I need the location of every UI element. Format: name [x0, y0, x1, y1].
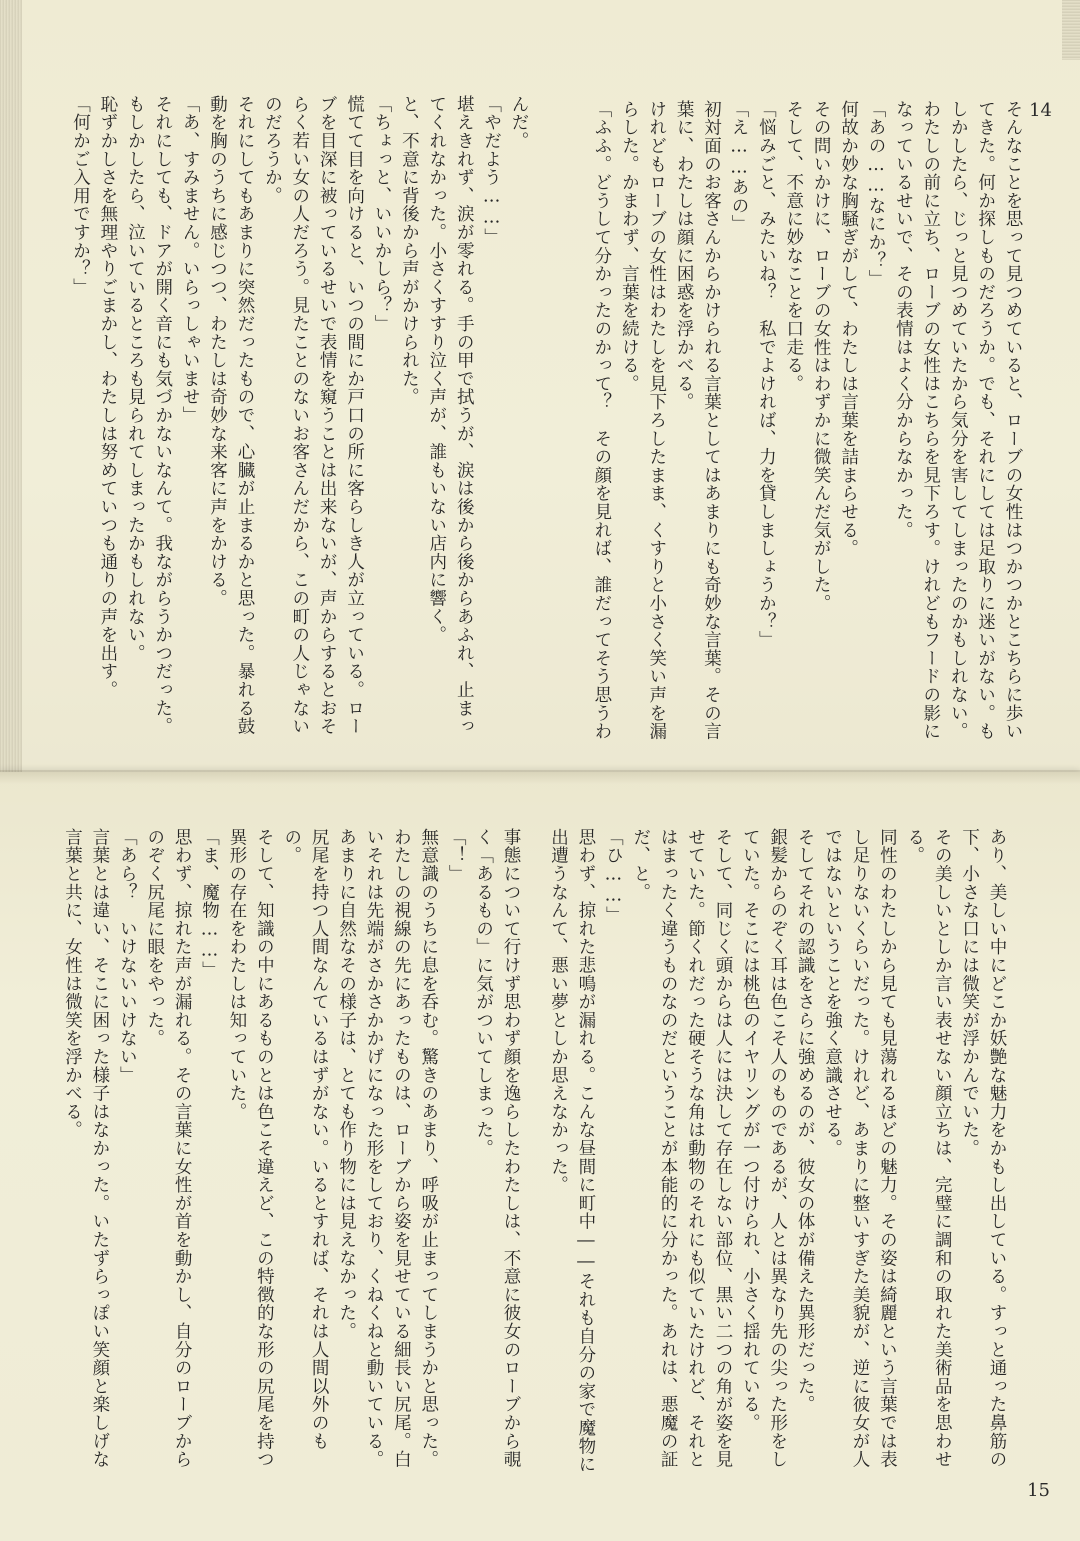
text-block-top-left: [70, 95, 532, 745]
text-block-top-right: [586, 100, 1026, 750]
page-number: 14: [1029, 100, 1052, 121]
page-number: 15: [1027, 1480, 1050, 1501]
page-15: [0, 772, 1080, 1541]
page-stack-edge-corner: [1062, 0, 1080, 60]
body-text: んだ。 「やだよう……」 堪えきれず、涙が零れる。手の甲で拭うが、涙は後から後からあふれ、止まってくれなかった。小さくすすり泣く声が、誰もいない店内に響く。 と、不意に背後から声がかけられた。 「ちょっと、いいかしら？」 慌てて目を向けると、いつの間にか戸口の所に客らしき人が立っている。ローブを目深に被っているせいで表情を窺うことは出来ないが、声からするとおそらく若い女の人だろう。見たことのないお客さんだから、この町の人じゃないのだろうか。 それにしてもあまりに突然だったもので、心臓が止まるかと思った。暴れる鼓動を胸のうちに感じつつ、わたしは奇妙な来客に声をかける。 「あ、すみません。いらっしゃいませ」 それにしても、ドアが開く音にも気づかないなんて。我ながらうかつだった。もしかしたら、泣いているところも見られてしまったかもしれない。 恥ずかしさを無理やりごまかし、わたしは努めていつも通りの声を出す。 「何かご入用ですか？」: [70, 95, 529, 736]
body-text: そんなことを思って見つめていると、ローブの女性はつかつかとこちらに歩いてきた。何か探しものだろうか。でも、それにしては足取りに迷いがない。もしかしたら、じっと見つめていたから気分を害してしまったのかもしれない。 わたしの前に立ち、ローブの女性はこちらを見下ろす。けれどもフードの影になっているせいで、その表情はよく分からなかった。 「あの……なにか？」 何故か妙な胸騒ぎがして、わたしは言葉を詰まらせる。 その問いかけに、ローブの女性はわずかに微笑んだ気がした。 そして、不意に妙なことを口走る。 「悩みごと、みたいね？ 私でよければ、力を貸しましょうか？」 「え……あの」 初対面のお客さんからかけられる言葉としてはあまりにも奇妙な言葉。その言葉に、わたしは顔に困惑を浮かべる。 けれどもローブの女性はわたしを見下ろしたまま、くすりと小さく笑い声を漏らした。かまわず、言葉を続ける。 「ふふ。どうして分かったのかって？ その顔を見れば、誰だってそう思うわ: [591, 100, 1023, 741]
body-text: 事態について行けず思わず顔を逸らしたわたしは、不意に彼女のローブから覗く「あるもの」に気がついてしまった。 「！」 無意識のうちに息を呑む。驚きのあまり、呼吸が止まってしまうかと思った。 わたしの視線の先にあったものは、ローブから姿を見せている細長い尻尾。白いそれは先端がさかさかかげになった形をしており、くねくねと動いている。あまりに自然なその様子は、とても作り物には見えなかった。 尻尾を持つ人間なんているはずがない。いるとすれば、それは人間以外のもの。 そして、知識の中にあるものとは色こそ違えど、この特徴的な形の尻尾を持つ異形の存在をわたしは知っていた。 「ま、魔物……」 思わず、掠れた声が漏れる。その言葉に女性が首を動かし、自分のローブからのぞく尻尾に眼をやった。 「あら？ いけないいけない」 言葉とは違い、そこに困った様子はなかった。いたずらっぽい笑顔と楽しげな言葉と共に、女性は微笑を浮かべる。: [62, 828, 521, 1469]
text-block-bottom-right: [548, 828, 1010, 1483]
text-block-bottom-left: [62, 828, 524, 1483]
body-text: あり、美しい中にどこか妖艶な魅力をかもし出している。すっと通った鼻筋の下、小さな口には微笑が浮かんでいた。 その美しいとしか言い表せない顔立ちは、完璧に調和の取れた美術品を思わせる。 同性のわたしから見ても見蕩れるほどの魅力。その姿は綺麗という言葉では表し足りないくらいだった。けれど、あまりに整いすぎた美貌が、逆に彼女が人ではないということを強く意識させる。 そしてそれの認識をさらに強めるのが、彼女の体が備えた異形だった。 銀髪からのぞく耳は色こそ人のものであるが、人とは異なり先の尖った形をしていた。そこには桃色のイヤリングが一つ付けられ、小さく揺れている。 そして、同じく頭からは人には決して存在しない部位、黒い二つの角が姿を見せていた。節くれだった硬そうな角は動物のそれにも似ていたけれど、それとはまったく違うものなのだということが本能的に分かった。あれは、悪魔の証だ、と。 「ひ……」 思わず、掠れた悲鳴が漏れる。こんな昼間に町中――それも自分の家で魔物に出遭うなんて、悪い夢としか思えなかった。: [548, 828, 1007, 1474]
book-gutter-shadow: [0, 770, 1080, 784]
page-stack-edge: [0, 0, 22, 780]
